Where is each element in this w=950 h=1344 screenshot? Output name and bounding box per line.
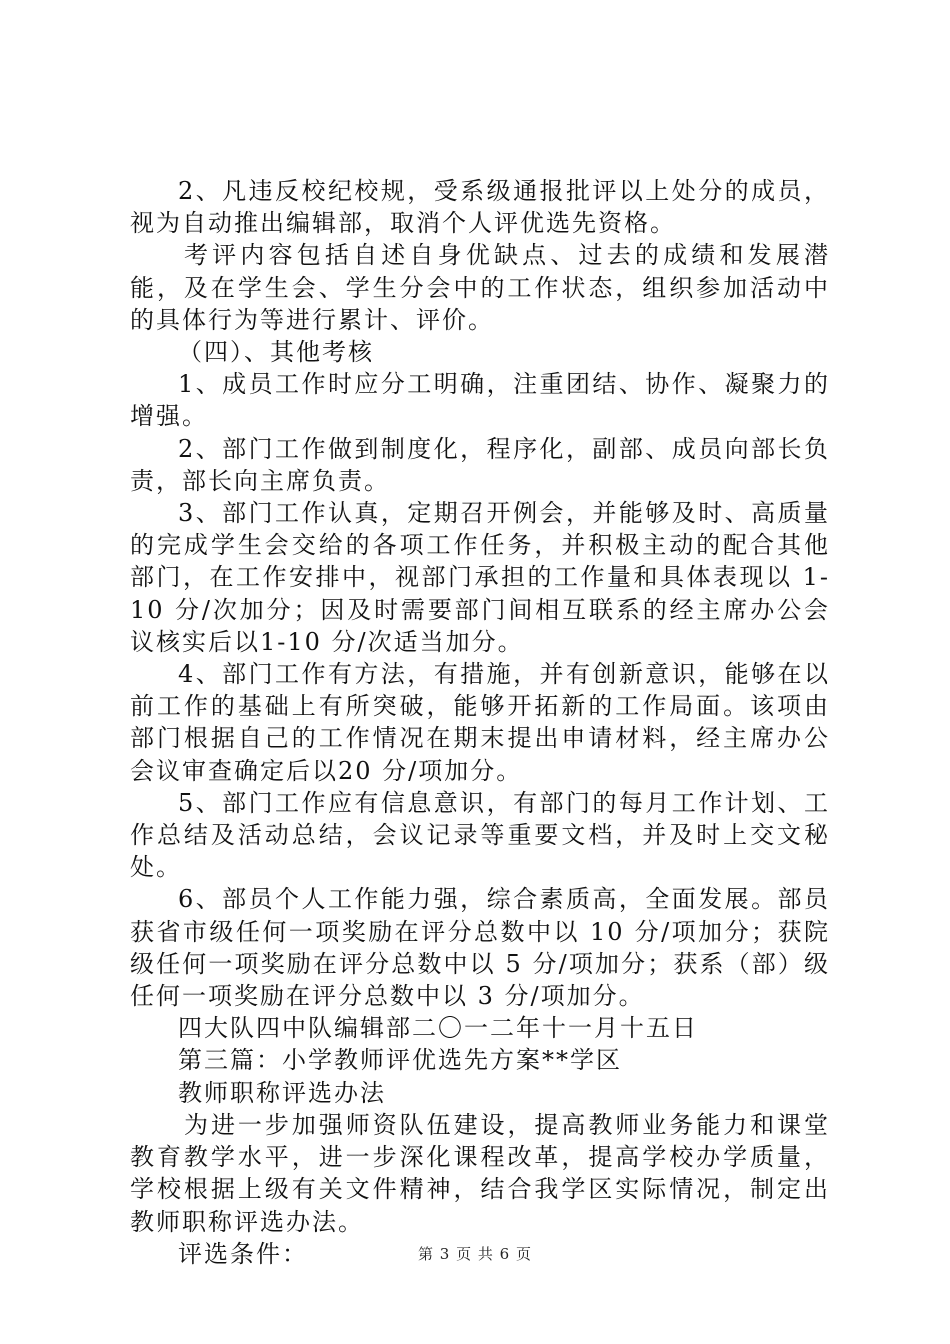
chapter-title: 第三篇：小学教师评优选先方案**学区 [178,1046,622,1075]
section-heading-other-assessment: （四）、其他考核 [178,338,374,367]
paragraph-introduction: 为进一步加强师资队伍建设，提高教师业务能力和课堂教育教学水平，进一步深化课程改革，提高学校办学质量，学校根据上级有关文件精神，结合我学区实际情况，制定出教师职称评选办法。 [130,1110,830,1236]
section-heading-conditions: 评选条件： [178,1239,308,1268]
paragraph-evaluation-content: 考评内容包括自述自身优缺点、过去的成绩和发展潜能，及在学生会、学生分会中的工作状态，组织参加活动中的具体行为等进行累计、评价。 [130,241,830,334]
paragraph-item-2: 2、部门工作做到制度化，程序化，副部、成员向部长负责，部长向主席负责。 [130,434,830,495]
paragraph-item-3: 3、部门工作认真，定期召开例会，并能够及时、高质量的完成学生会交给的各项工作任务，并积极主动的配合其他部门，在工作安排中，视部门承担的工作量和具体表现以 1-10 分/次加分；因及时需要部门间相互联系的经主席办公会议核实后以1-10 分/次适当加分。 [130,499,830,656]
paragraph-item-1: 1、成员工作时应分工明确，注重团结、协作、凝聚力的增强。 [130,370,830,431]
document-body [130,175,830,1270]
paragraph-item-4: 4、部门工作有方法，有措施，并有创新意识，能够在以前工作的基础上有所突破，能够开拓新的工作局面。该项由部门根据自己的工作情况在期末提出申请材料，经主席办公会议审查确定后以20 分/项加分。 [130,660,830,785]
paragraph-item-5: 5、部门工作应有信息意识，有部门的每月工作计划、工作总结及活动总结，会议记录等重要文档，并及时上交文秘处。 [130,788,830,882]
chapter-subtitle: 教师职称评选办法 [178,1078,386,1107]
paragraph-rule-2: 2、凡违反校纪校规，受系级通报批评以上处分的成员，视为自动推出编辑部，取消个人评优选先资格。 [130,177,830,238]
page-number-footer: 第 3 页 共 6 页 [418,1245,532,1263]
signature-date-line: 四大队四中队编辑部二〇一二年十一月十五日 [178,1014,698,1043]
paragraph-item-6: 6、部员个人工作能力强，综合素质高，全面发展。部员获省市级任何一项奖励在评分总数中以 10 分/项加分；获院级任何一项奖励在评分总数中以 5 分/项加分；获系（部）级任何一项奖励在评分总数中以 3 分/项加分。 [130,885,830,1011]
